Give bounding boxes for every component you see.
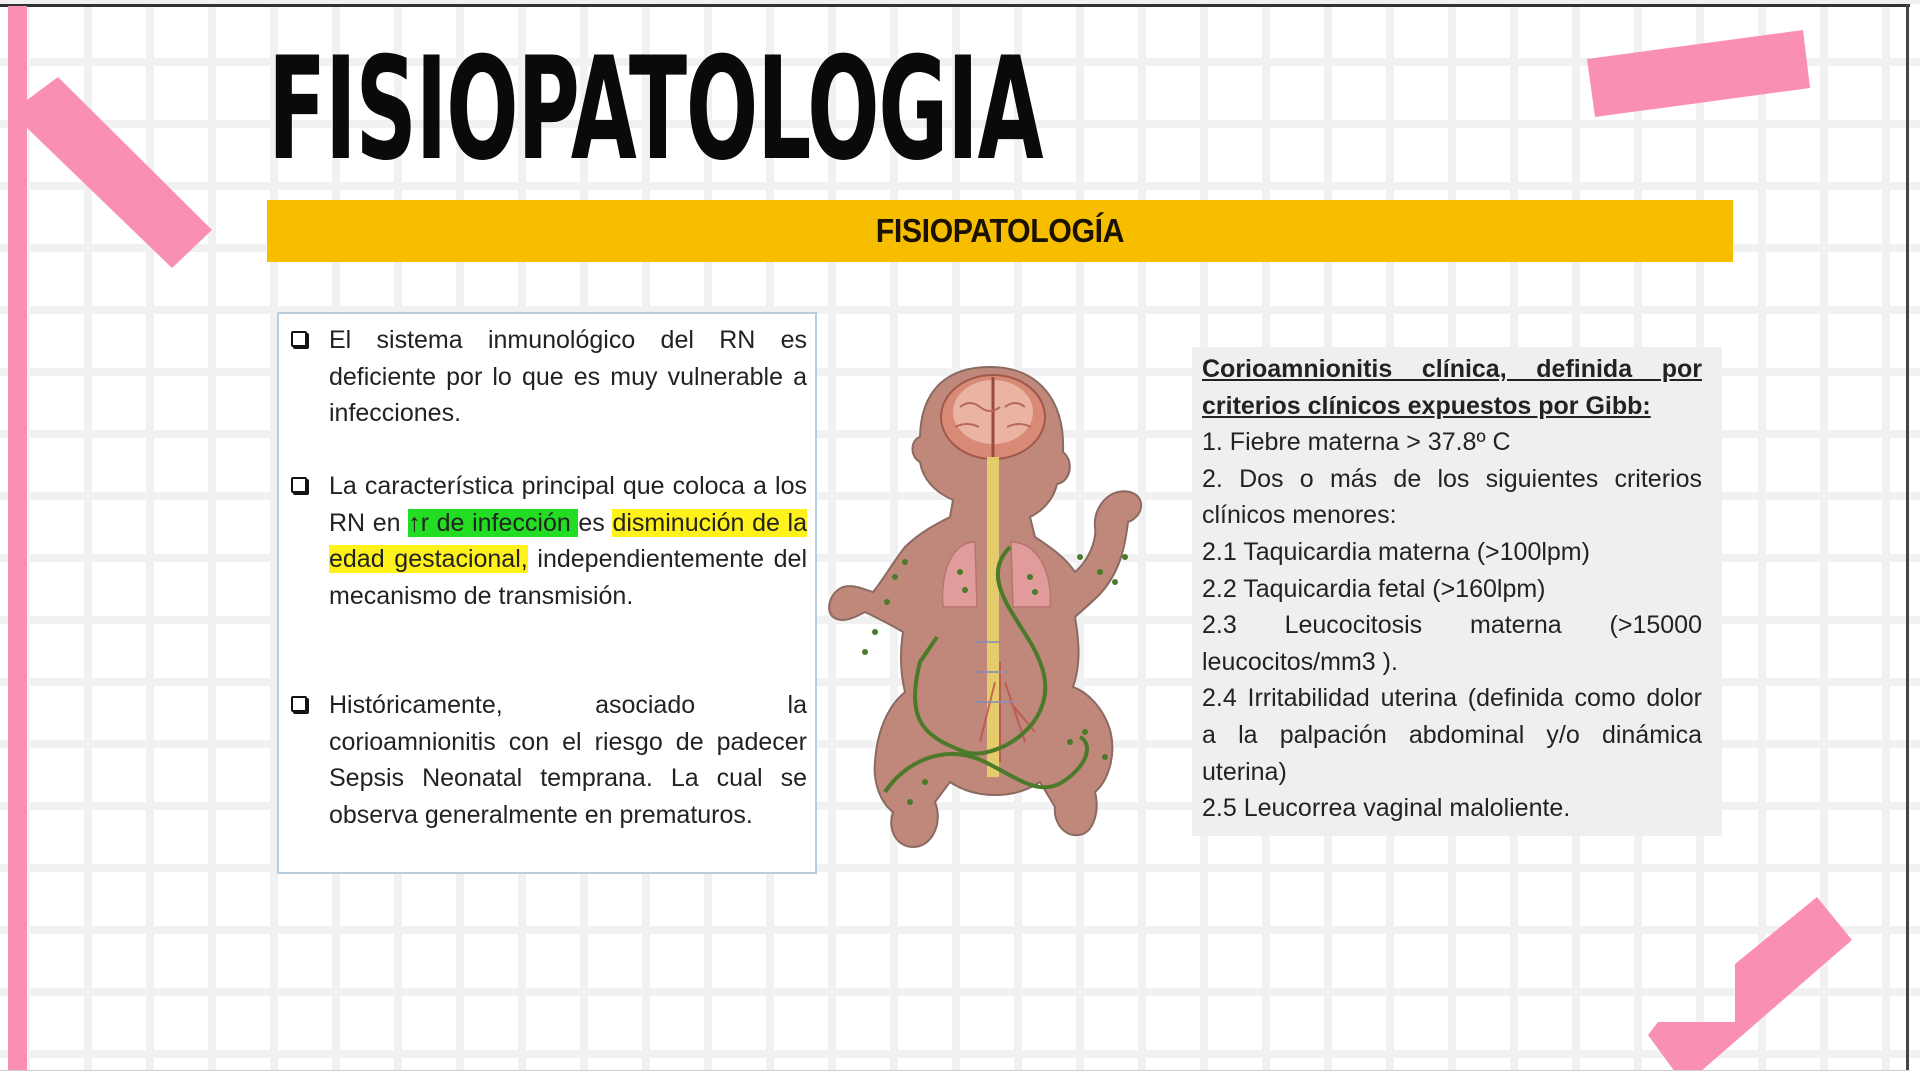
bullet-text: Históricamente, asociado la corioamnionitis con el riesgo de padecer Sepsis Neonatal temprana. La cual se observa generalmente en prematuros. bbox=[329, 691, 807, 829]
highlight-yellow-text: disminución de la edad gestacional, bbox=[329, 508, 807, 574]
brain-icon bbox=[941, 375, 1045, 459]
criteria-item: 2.2 Taquicardia fetal (>160lpm) bbox=[1202, 574, 1546, 603]
criteria-item: 2. Dos o más de los siguientes criterios clínicos menores: bbox=[1202, 464, 1702, 530]
clinical-criteria-heading: Corioamnionitis clínica, definida por criterios clínicos expuestos por Gibb: bbox=[1202, 355, 1702, 420]
bullet-text bbox=[329, 468, 807, 614]
highlight-green-text: ↑r de infección bbox=[408, 508, 579, 537]
section-banner-title: FISIOPATOLOGÍA bbox=[875, 212, 1125, 249]
window-bottom-edge bbox=[0, 1070, 1910, 1081]
decorative-pink-check-bottom-right bbox=[1648, 897, 1852, 1072]
decorative-pink-diagonal-top-left bbox=[27, 77, 212, 268]
checkbox-bullet-icon bbox=[291, 696, 307, 712]
bullet-text-part: independientemente del mecanismo de transmisión. bbox=[329, 545, 808, 610]
bullet-text: El sistema inmunológico del RN es deficiente por lo que es muy vulnerable a infecciones. bbox=[329, 326, 807, 428]
bullet-text-part: es bbox=[578, 508, 613, 537]
checkbox-bullet-icon bbox=[291, 477, 307, 493]
criteria-item: 2.5 Leucorrea vaginal maloliente. bbox=[1202, 794, 1571, 823]
neonate-anatomy-illustration bbox=[825, 362, 1165, 852]
criteria-item: 2.1 Taquicardia materna (>100lpm) bbox=[1202, 537, 1590, 566]
page-title-container bbox=[268, 27, 1168, 192]
checkbox-bullet-icon bbox=[291, 331, 307, 347]
spinal-cord-icon bbox=[987, 457, 999, 777]
decorative-pink-tape-top-right bbox=[1587, 30, 1810, 117]
clinical-criteria-content bbox=[1202, 351, 1702, 827]
criteria-item: 2.4 Irritabilidad uterina (definida como dolor a la palpación abdominal y/o dinámica uterina) bbox=[1202, 684, 1702, 786]
criteria-item: 1. Fiebre materna > 37.8º C bbox=[1202, 428, 1511, 457]
bullet-list-box bbox=[277, 312, 817, 874]
bullet-text-part: La característica principal que coloca a los RN en bbox=[329, 472, 807, 537]
criteria-item: 2.3 Leucocitosis materna (>15000 leucocitos/mm3 ). bbox=[1202, 611, 1702, 676]
clinical-criteria-box bbox=[1192, 347, 1722, 836]
page-title: FISIOPATOLOGIA bbox=[268, 27, 1043, 192]
section-banner bbox=[267, 200, 1733, 262]
